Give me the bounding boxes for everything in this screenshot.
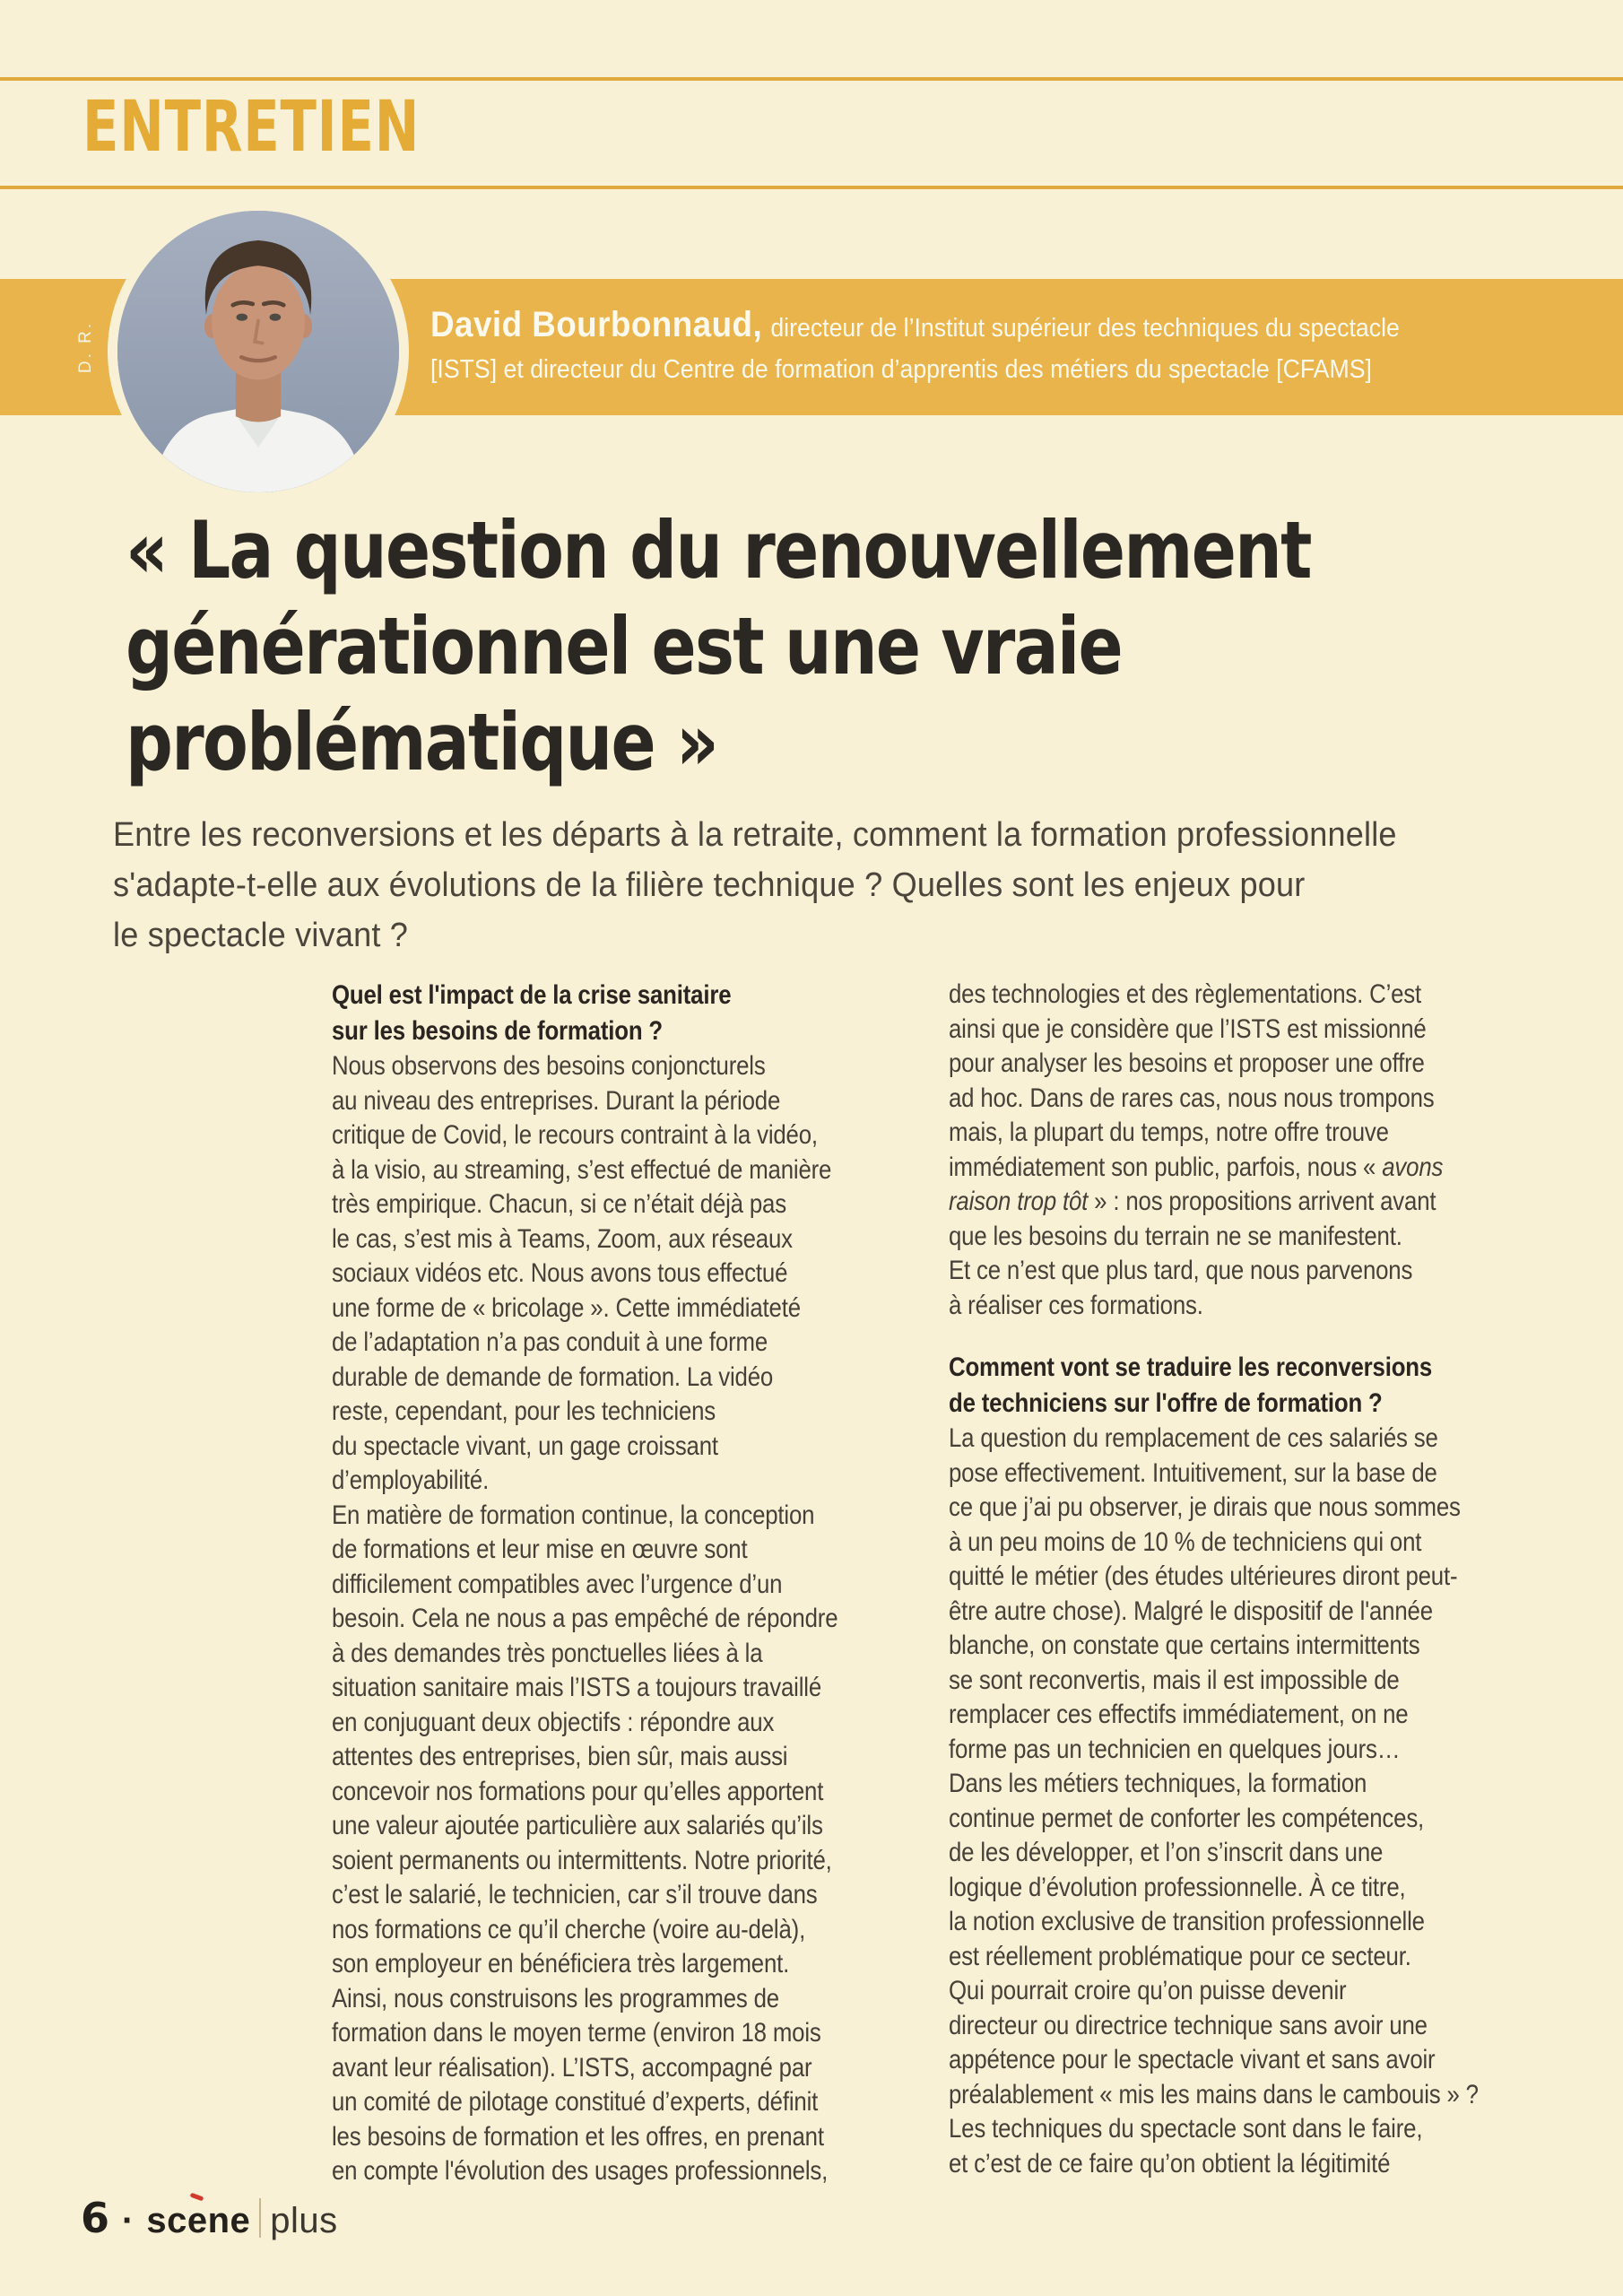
- interviewee-title-line1: directeur de l’Institut supérieur des techniques du spectacle: [770, 314, 1400, 343]
- text-line: préalablement « mis les mains dans le cambouis » ?: [949, 2079, 1479, 2109]
- text-line: c’est le salarié, le technicien, car s’il trouve dans: [332, 1880, 818, 1909]
- text-line: son employeur en bénéficiera très largement.: [332, 1949, 790, 1979]
- text-line: attentes des entreprises, bien sûr, mais aussi: [332, 1742, 788, 1771]
- brand-part-post: ne: [207, 2201, 251, 2240]
- page-footer: [81, 2194, 338, 2242]
- text-line: problématique »: [126, 696, 718, 788]
- interviewee-caption: [430, 304, 1400, 390]
- brand-logo-light: plus: [270, 2201, 338, 2240]
- text-line: ce que j’ai pu observer, je dirais que nous sommes: [949, 1492, 1461, 1522]
- text-line: Les techniques du spectacle sont dans le faire,: [949, 2114, 1423, 2144]
- text-line: de les développer, et l’on s’inscrit dans une: [949, 1838, 1384, 1867]
- text-line: pose effectivement. Intuitivement, sur la base de: [949, 1457, 1437, 1488]
- text-line: La question du remplacement de ces salariés se: [949, 1423, 1438, 1453]
- text-line: continue permet de conforter les compétences,: [949, 1803, 1425, 1833]
- text-line: les besoins de formation et les offres, en prenant: [332, 2121, 824, 2152]
- text-line: Comment vont se traduire les reconversions: [949, 1352, 1433, 1382]
- article-column-right: [949, 978, 1550, 2181]
- text-line: s'adapte-t-elle aux évolutions de la filière technique ? Quelles sont les enjeux pour: [113, 866, 1306, 904]
- text-line: de formations et leur mise en œuvre sont: [332, 1535, 748, 1564]
- page-number: 6: [81, 2194, 110, 2242]
- article-column-left: [332, 978, 933, 2189]
- text-line: à un peu moins de 10 % de techniciens qui ont: [949, 1526, 1422, 1557]
- text-line: le cas, s’est mis à Teams, Zoom, aux réseaux: [332, 1223, 793, 1254]
- text-line: au niveau des entreprises. Durant la période: [332, 1085, 781, 1116]
- text-line: Nous observons des besoins conjoncturels: [332, 1051, 766, 1081]
- text-line: en compte l'évolution des usages professionnels,: [332, 2156, 829, 2186]
- text-line: avant leur réalisation). L’ISTS, accompagné par: [332, 2052, 812, 2083]
- brand-logo-bold: [146, 2201, 250, 2241]
- brand-accented-letter: e: [187, 2201, 208, 2240]
- text-line: d’employabilité.: [332, 1465, 490, 1495]
- text-line: à des demandes très ponctuelles liées à la: [332, 1638, 763, 1668]
- text-line: quitté le métier (des études ultérieures diront peut-: [949, 1561, 1458, 1591]
- text-line: la notion exclusive de transition professionnelle: [949, 1907, 1425, 1936]
- text-line: Et ce n’est que plus tard, que nous parvenons: [949, 1256, 1413, 1285]
- text-line: le spectacle vivant ?: [113, 917, 409, 954]
- text-line: du spectacle vivant, un gage croissant: [332, 1431, 718, 1461]
- text-line: en conjuguant deux objectifs : répondre aux: [332, 1707, 775, 1737]
- brand-part-pre: sc: [146, 2201, 187, 2240]
- interview-question: [332, 978, 933, 1049]
- text-line: Entre les reconversions et les départs à la retraite, comment la formation professionnelle: [113, 816, 1397, 854]
- text-line: se sont reconvertis, mais il est impossible de: [949, 1665, 1400, 1695]
- text-line: formation dans le moyen terme (environ 18 mois: [332, 2018, 821, 2048]
- text-line: situation sanitaire mais l’ISTS a toujours travaillé: [332, 1673, 822, 1702]
- text-line: une forme de « bricolage ». Cette immédiateté: [332, 1292, 801, 1323]
- text-line: blanche, on constate que certains intermittents: [949, 1631, 1420, 1660]
- text-line: ad hoc. Dans de rares cas, nous nous trompons: [949, 1083, 1435, 1113]
- interviewee-title-line2: [ISTS] et directeur du Centre de formation d’apprentis des métiers du spectacle [CFAMS]: [430, 355, 1372, 384]
- text-line: Dans les métiers techniques, la formation: [949, 1769, 1367, 1798]
- footer-separator: ·: [122, 2201, 135, 2240]
- text-line: forme pas un technicien en quelques jours…: [949, 1734, 1401, 1764]
- text-line: un comité de pilotage constitué d’experts, définit: [332, 2087, 819, 2117]
- text-line: directeur ou directrice technique sans avoir une: [949, 2010, 1428, 2040]
- text-line: appétence pour le spectacle vivant et sans avoir: [949, 2045, 1436, 2074]
- text-line: concevoir nos formations pour qu’elles apportent: [332, 1776, 824, 1806]
- text-line: Quel est l'impact de la crise sanitaire: [332, 980, 732, 1010]
- text-line: être autre chose). Malgré le dispositif de l'année: [949, 1596, 1433, 1626]
- text-line: En matière de formation continue, la conception: [332, 1500, 815, 1530]
- text-line: durable de demande de formation. La vidéo: [332, 1361, 774, 1392]
- text-line: à la visio, au streaming, s’est effectué de manière: [332, 1154, 832, 1185]
- interview-question: [949, 1350, 1550, 1422]
- text-line: immédiatement son public, parfois, nous « avons: [949, 1152, 1444, 1182]
- text-line: de techniciens sur l'offre de formation ?: [949, 1388, 1383, 1418]
- text-line: logique d’évolution professionnelle. À ce titre,: [949, 1872, 1406, 1902]
- text-line: mais, la plupart du temps, notre offre trouve: [949, 1118, 1389, 1147]
- portrait-illustration: [117, 211, 399, 492]
- header-rule-bottom: [0, 186, 1623, 189]
- text-line: de l’adaptation n’a pas conduit à une forme: [332, 1327, 768, 1357]
- text-line: difficilement compatibles avec l’urgence d’un: [332, 1569, 783, 1599]
- photo-credit: D. R.: [76, 320, 95, 374]
- text-line: « La question du renouvellement: [126, 504, 1311, 596]
- brand-divider: [259, 2198, 261, 2238]
- interview-paragraph: [949, 978, 1550, 1323]
- text-line: sur les besoins de formation ?: [332, 1016, 664, 1046]
- header-rule-top: [0, 77, 1623, 81]
- interview-paragraph: [332, 1049, 933, 2189]
- text-line: Ainsi, nous construisons les programmes de: [332, 1983, 779, 2013]
- portrait-photo: [108, 201, 409, 502]
- text-line: des technologies et des règlementations. C’est: [949, 979, 1422, 1009]
- text-line: critique de Covid, le recours contraint à la vidéo,: [332, 1120, 818, 1150]
- text-line: générationnel est une vraie: [126, 600, 1123, 692]
- text-line: est réellement problématique pour ce secteur.: [949, 1941, 1411, 1971]
- text-line: reste, cependant, pour les techniciens: [332, 1396, 716, 1426]
- text-line: une valeur ajoutée particulière aux salariés qu’ils: [332, 1811, 823, 1840]
- text-line: très empirique. Chacun, si ce n’était déjà pas: [332, 1189, 786, 1219]
- interviewee-caption-line1: [430, 304, 1400, 349]
- section-kicker: ENTRETIEN: [82, 87, 421, 168]
- interviewee-name: David Bourbonnaud,: [430, 305, 763, 344]
- text-line: et c’est de ce faire qu’on obtient la légitimité: [949, 2148, 1391, 2179]
- text-line: sociaux vidéos etc. Nous avons tous effectué: [332, 1258, 788, 1288]
- text-line: que les besoins du terrain ne se manifestent.: [949, 1221, 1402, 1251]
- text-line: ainsi que je considère que l’ISTS est missionné: [949, 1013, 1427, 1044]
- standfirst: [113, 810, 1578, 961]
- headline: [126, 502, 1557, 790]
- text-line: besoin. Cela ne nous a pas empêché de répondre: [332, 1604, 838, 1633]
- text-line: à réaliser ces formations.: [949, 1290, 1203, 1320]
- text-line: pour analyser les besoins et proposer une offre: [949, 1048, 1425, 1078]
- text-line: nos formations ce qu’il cherche (voire au-delà),: [332, 1914, 806, 1944]
- text-line: remplacer ces effectifs immédiatement, on ne: [949, 1700, 1409, 1729]
- text-line: Qui pourrait croire qu’on puisse devenir: [949, 1976, 1347, 2005]
- interview-paragraph: [949, 1422, 1550, 2181]
- text-line: raison trop tôt » : nos propositions arrivent avant: [949, 1187, 1436, 1216]
- text-line: soient permanents ou intermittents. Notre priorité,: [332, 1845, 832, 1875]
